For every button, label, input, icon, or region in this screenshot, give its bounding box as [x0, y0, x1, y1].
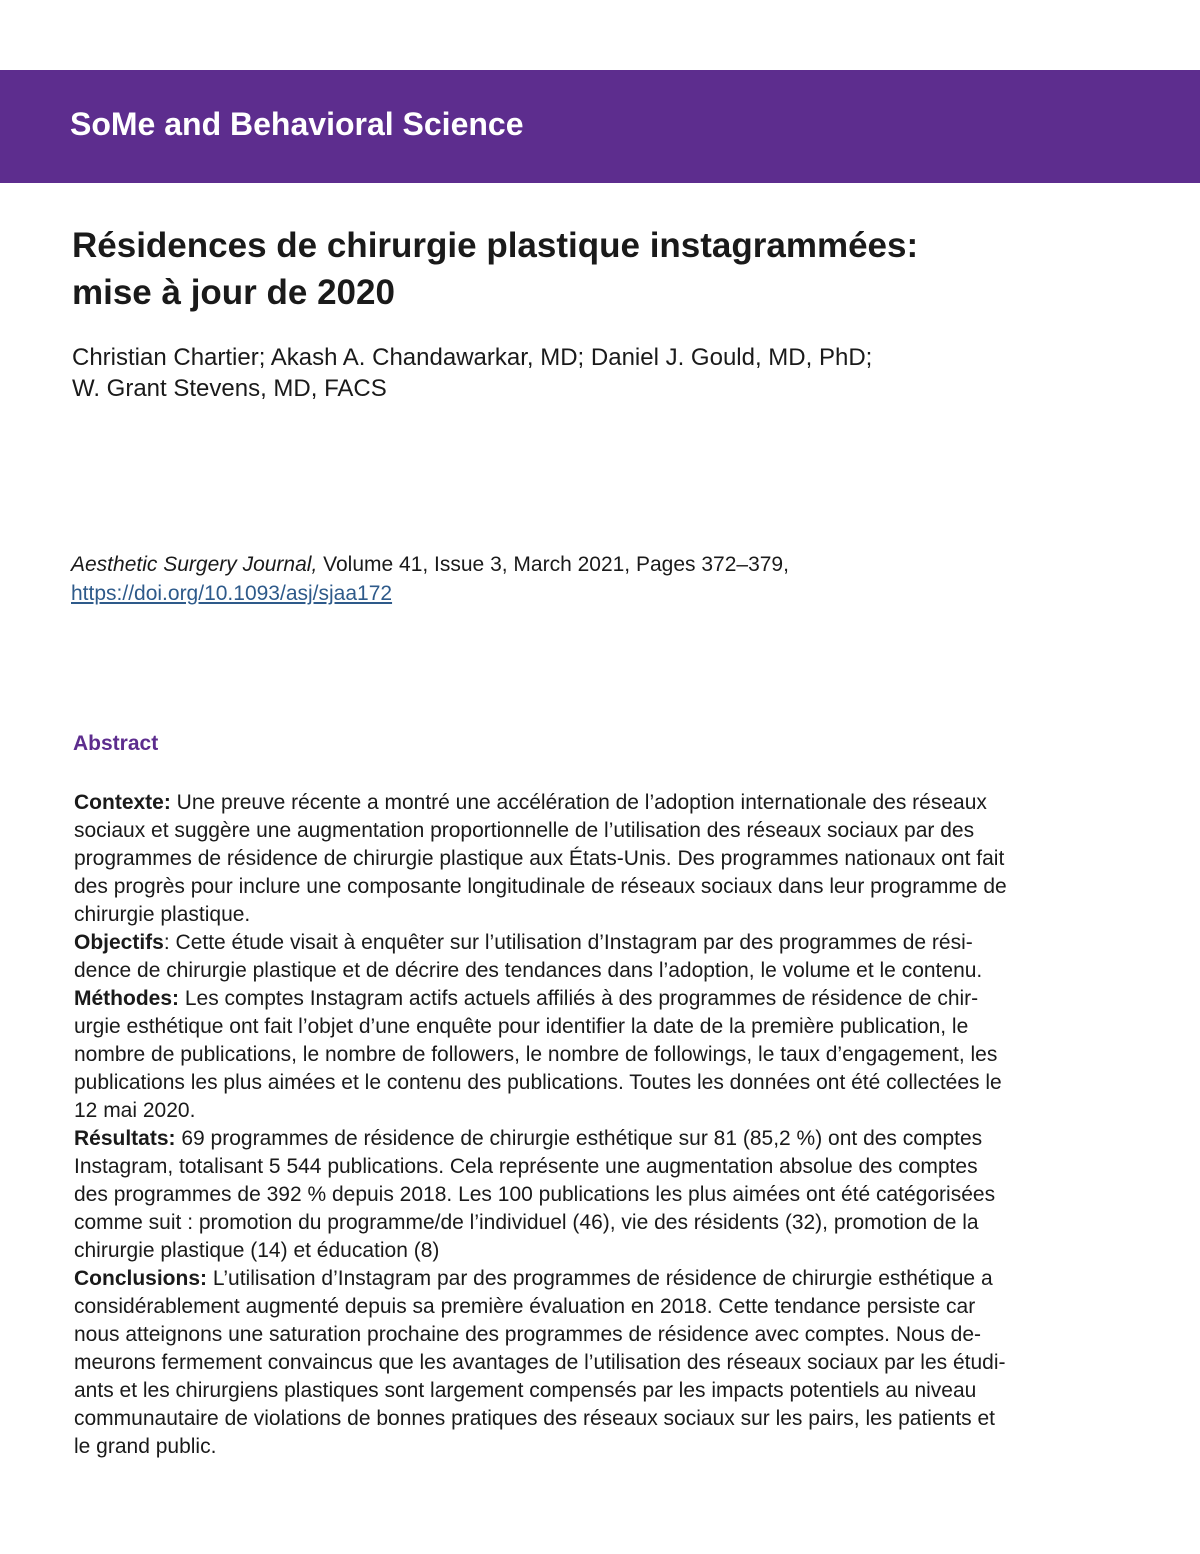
abstract-line: sociaux et suggère une augmentation proportionnelle de l’utilisation des réseaux sociaux par des [74, 819, 975, 842]
abstract-line: programmes de résidence de chirurgie plastique aux États-Unis. Des programmes nationaux ont fait [74, 847, 1005, 870]
abstract-line: comme suit : promotion du programme/de l’individuel (46), vie des résidents (32), promotion de la [74, 1211, 979, 1234]
author-list [72, 342, 1132, 404]
abstract-line: le grand public. [74, 1435, 217, 1458]
abstract-line: Méthodes: Les comptes Instagram actifs actuels affiliés à des programmes de résidence de chir- [74, 987, 979, 1010]
section-label-methodes: Méthodes: [74, 987, 179, 1010]
section-label-objectifs: Objectifs [74, 931, 164, 954]
abstract-heading: Abstract [73, 732, 159, 755]
journal-name: Aesthetic Surgery Journal, [71, 553, 318, 576]
doi-link[interactable]: https://doi.org/10.1093/asj/sjaa172 [71, 582, 393, 605]
section-label-conclusions: Conclusions: [74, 1267, 208, 1290]
abstract-line: Contexte: Une preuve récente a montré une accélération de l’adoption internationale des réseaux [74, 791, 987, 814]
abstract-line: Objectifs: Cette étude visait à enquêter sur l’utilisation d’Instagram par des programmes de rési- [74, 931, 973, 954]
abstract-line: chirurgie plastique (14) et éducation (8) [74, 1239, 440, 1262]
abstract-line: Conclusions: L’utilisation d’Instagram par des programmes de résidence de chirurgie esthétique a [74, 1267, 993, 1290]
abstract-line: publications les plus aimées et le contenu des publications. Toutes les données ont été collectées le [74, 1071, 1002, 1094]
abstract-line: meurons fermement convaincus que les avantages de l’utilisation des réseaux sociaux par les étudi- [74, 1351, 1006, 1374]
citation [71, 550, 1131, 608]
abstract-line: communautaire de violations de bonnes pratiques des réseaux sociaux sur les pairs, les patients et [74, 1407, 996, 1430]
abstract-line: nombre de publications, le nombre de followers, le nombre de followings, le taux d’engagement, les [74, 1043, 998, 1066]
article-title [72, 222, 1132, 316]
article-title-line: Résidences de chirurgie plastique instagrammées: [72, 226, 919, 265]
abstract-line: Instagram, totalisant 5 544 publications. Cela représente une augmentation absolue des comptes [74, 1155, 978, 1178]
author-line: Christian Chartier; Akash A. Chandawarkar, MD; Daniel J. Gould, MD, PhD; [72, 344, 873, 371]
abstract-line: des programmes de 392 % depuis 2018. Les 100 publications les plus aimées ont été catégorisées [74, 1183, 996, 1206]
abstract-line: considérablement augmenté depuis sa première évaluation en 2018. Cette tendance persiste car [74, 1295, 976, 1318]
citation-details: Volume 41, Issue 3, March 2021, Pages 372–379, [317, 553, 789, 576]
article-title-line: mise à jour de 2020 [72, 273, 395, 312]
abstract-line: 12 mai 2020. [74, 1099, 196, 1122]
abstract-line: urgie esthétique ont fait l’objet d’une enquête pour identifier la date de la première publication, le [74, 1015, 969, 1038]
abstract-body [74, 789, 1134, 1461]
abstract-line: chirurgie plastique. [74, 903, 251, 926]
abstract-line: Résultats: 69 programmes de résidence de chirurgie esthétique sur 81 (85,2 %) ont des comptes [74, 1127, 983, 1150]
abstract-line: des progrès pour inclure une composante longitudinale de réseaux sociaux dans leur programme de [74, 875, 1007, 898]
abstract-line: dence de chirurgie plastique et de décrire des tendances dans l’adoption, le volume et le contenu. [74, 959, 983, 982]
abstract-line: nous atteignons une saturation prochaine des programmes de résidence avec comptes. Nous de- [74, 1323, 982, 1346]
section-title: SoMe and Behavioral Science [70, 106, 524, 142]
section-label-resultats: Résultats: [74, 1127, 176, 1150]
author-line: W. Grant Stevens, MD, FACS [72, 375, 387, 402]
abstract-line: ants et les chirurgiens plastiques sont largement compensés par les impacts potentiels au niveau [74, 1379, 977, 1402]
section-label-contexte: Contexte: [74, 791, 171, 814]
